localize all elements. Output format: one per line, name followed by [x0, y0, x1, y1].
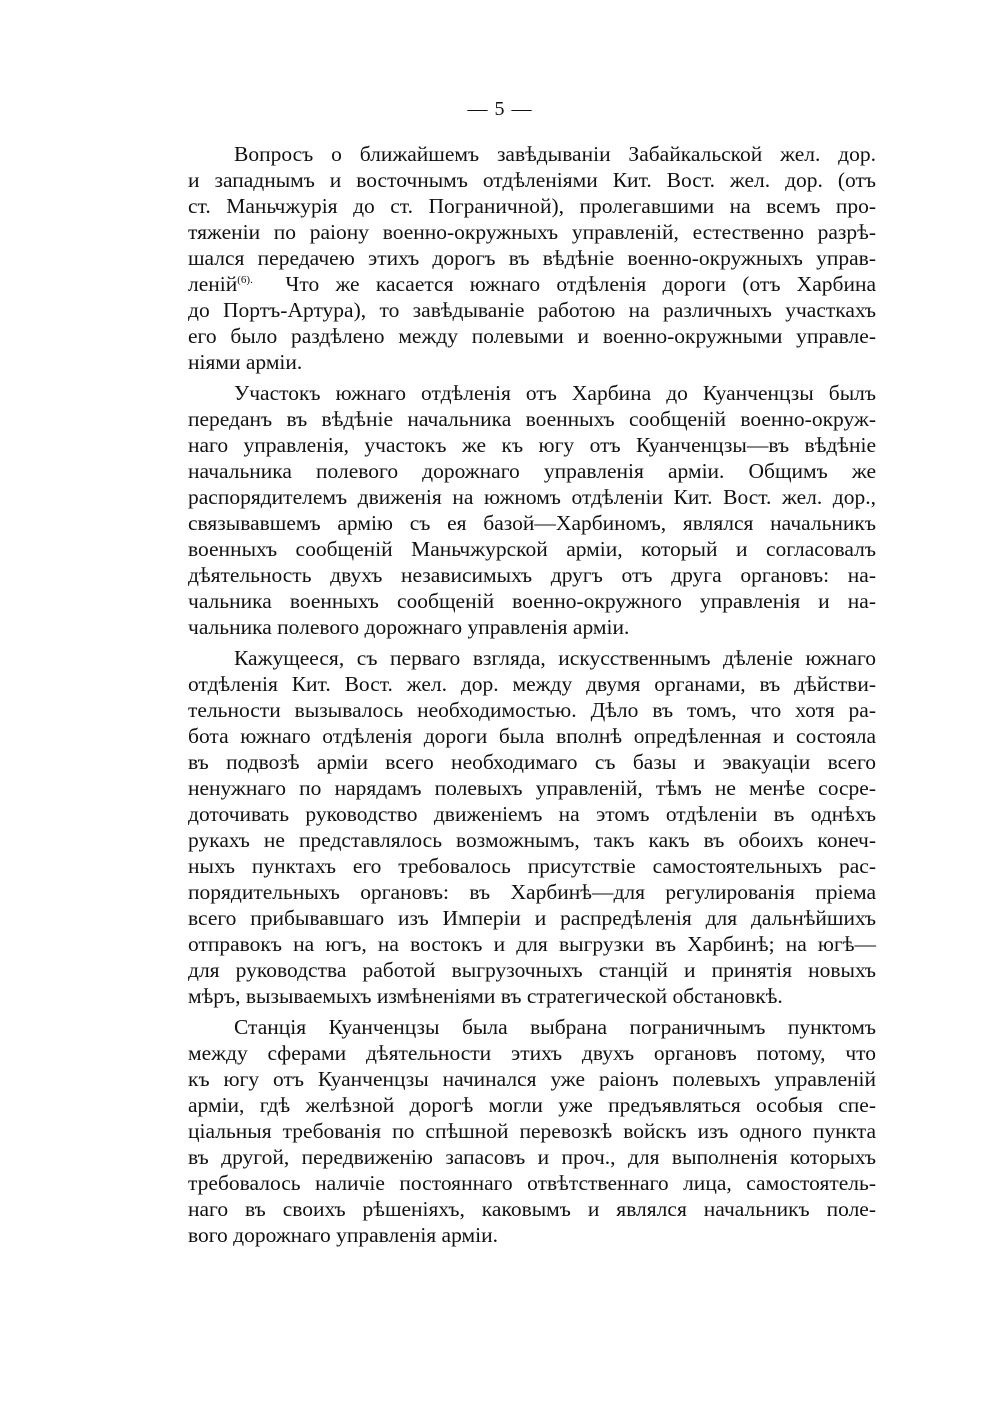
text-line: ст. Маньчжурія до ст. Пограничной), пролегавшими на всемъ про- — [188, 194, 876, 218]
text-line: отдѣленія Кит. Вост. жел. дор. между двумя органами, въ дѣйстви- — [188, 672, 876, 696]
text-line: требовалось наличіе постояннаго отвѣтственнаго лица, самостоятель- — [188, 1171, 876, 1195]
text-line: для руководства работой выгрузочныхъ станцій и принятія новыхъ — [188, 958, 876, 982]
text-line: наго управленія, участокъ же къ югу отъ Куанченцзы—въ вѣдѣніе — [188, 433, 876, 457]
text-fragment: Что же касается южнаго отдѣленія дороги (отъ Харбина — [285, 272, 876, 296]
body-text — [188, 141, 876, 1248]
text-line: ненужнаго по нарядамъ полевыхъ управленій, тѣмъ не менѣе сосре- — [188, 776, 876, 800]
text-line: шался передачею этихъ дорогъ въ вѣдѣніе военно-окружныхъ управ- — [188, 246, 876, 270]
text-line: Кажущееся, съ перваго взгляда, искусственнымъ дѣленіе южнаго — [234, 646, 876, 670]
paragraph-2 — [188, 380, 876, 640]
text-fragment: леній — [188, 272, 238, 296]
text-line: переданъ въ вѣдѣніе начальника военныхъ сообщеній военно-окруж- — [188, 407, 876, 431]
text-line: всего прибывавшаго изъ Имперіи и распредѣленія для дальнѣйшихъ — [188, 906, 876, 930]
text-line: въ другой, передвиженію запасовъ и проч., для выполненія которыхъ — [188, 1145, 876, 1169]
text-line: тельности вызывалось необходимостью. Дѣло въ томъ, что хотя ра- — [188, 698, 876, 722]
text-line: отправокъ на югъ, на востокъ и для выгрузки въ Харбинѣ; на югѣ— — [188, 932, 876, 956]
paragraph-3 — [188, 645, 876, 1009]
text-line: ныхъ пунктахъ его требовалось присутствіе самостоятельныхъ рас- — [188, 854, 876, 878]
text-line: рукахъ не представлялось возможнымъ, такъ какъ въ обоихъ конеч- — [188, 828, 876, 852]
paragraph-4 — [188, 1014, 876, 1248]
text-line: дѣятельность двухъ независимыхъ другъ отъ друга органовъ: на- — [188, 563, 876, 587]
text-line: порядительныхъ органовъ: въ Харбинѣ—для регулированія пріема — [188, 880, 876, 904]
text-line: начальника полевого дорожнаго управленія арміи. Общимъ же — [188, 459, 876, 483]
text-line: наго въ своихъ рѣшеніяхъ, каковымъ и являлся начальникъ поле- — [188, 1197, 876, 1221]
text-line: тяженіи по раіону военно-окружныхъ управленій, естественно разрѣ- — [188, 220, 876, 244]
text-line: чальника военныхъ сообщеній военно-окружного управленія и на- — [188, 589, 876, 613]
text-line: бота южнаго отдѣленія дороги была вполнѣ опредѣленная и состояла — [188, 724, 876, 748]
text-line: Вопросъ о ближайшемъ завѣдываніи Забайкальской жел. дор. — [234, 142, 876, 166]
text-line: мѣръ, вызываемыхъ измѣненіями въ стратегической обстановкѣ. — [188, 984, 783, 1008]
footnote-reference: (6). — [237, 273, 253, 286]
text-line: распорядителемъ движенія на южномъ отдѣленіи Кит. Вост. жел. дор., — [188, 485, 876, 509]
text-line: между сферами дѣятельности этихъ двухъ органовъ потому, что — [188, 1041, 876, 1065]
text-line: арміи, гдѣ желѣзной дорогѣ могли уже предъявляться особыя спе- — [188, 1093, 876, 1117]
page-number: — 5 — — [467, 98, 533, 120]
text-line: его было раздѣлено между полевыми и военно-окружными управле- — [188, 324, 876, 348]
text-line: и западнымъ и восточнымъ отдѣленіями Кит. Вост. жел. дор. (отъ — [188, 168, 876, 192]
text-line: военныхъ сообщеній Маньчжурской арміи, который и согласовалъ — [188, 537, 876, 561]
text-line: ніями арміи. — [188, 350, 303, 374]
text-line: связывавшемъ армію съ ея базой—Харбиномъ, являлся начальникъ — [188, 511, 876, 535]
text-line: къ югу отъ Куанченцзы начинался уже раіонъ полевыхъ управленій — [188, 1067, 876, 1091]
text-line: доточивать руководство движеніемъ на этомъ отдѣленіи въ однѣхъ — [188, 802, 876, 826]
text-line: чальника полевого дорожнаго управленія арміи. — [188, 615, 630, 639]
text-line: ціальныя требованія по спѣшной перевозкѣ войскъ изъ одного пункта — [188, 1119, 876, 1143]
text-line: Станція Куанченцзы была выбрана пограничнымъ пунктомъ — [234, 1015, 876, 1039]
text-line: Участокъ южнаго отдѣленія отъ Харбина до Куанченцзы былъ — [234, 381, 876, 405]
text-line: въ подвозѣ арміи всего необходимаго съ базы и эвакуаціи всего — [188, 750, 876, 774]
text-line: вого дорожнаго управленія арміи. — [188, 1223, 498, 1247]
paragraph-1 — [188, 141, 876, 375]
text-line-with-footnote — [188, 271, 876, 297]
text-line: до Портъ-Артура), то завѣдываніе работою на различныхъ участкахъ — [188, 298, 876, 322]
